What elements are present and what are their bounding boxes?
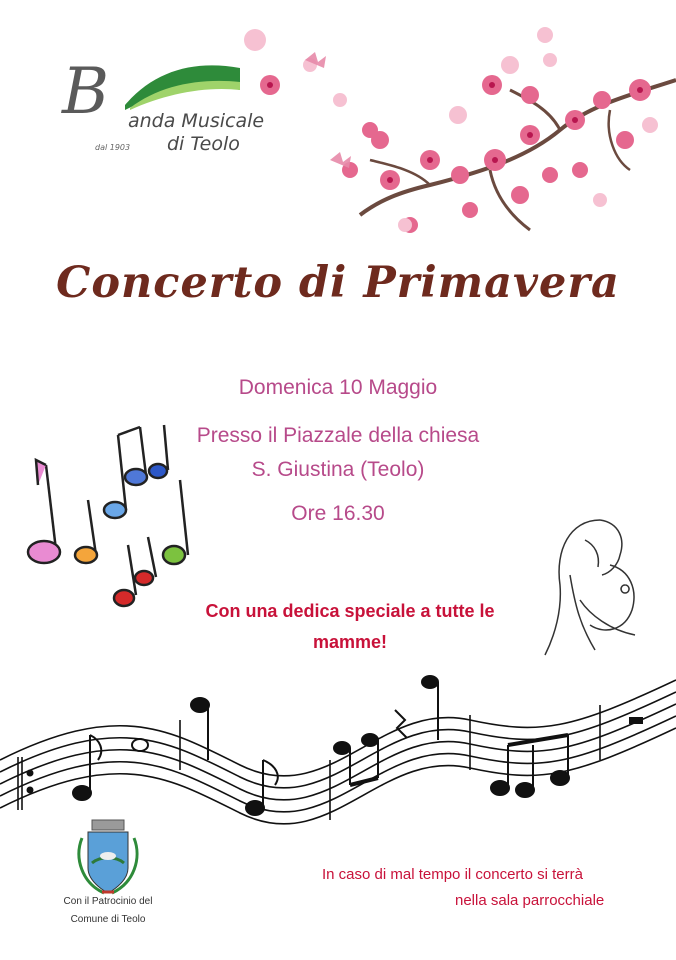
dedication-line2: mamme!	[312, 632, 388, 652]
patronage-line2: Comune di Teolo	[70, 914, 146, 925]
event-time: Ore 16.30	[291, 502, 385, 525]
weather-note-line2: nella sala parrocchiale	[455, 892, 605, 909]
wavy-music-staff	[0, 660, 676, 840]
event-date: Domenica 10 Maggio	[238, 376, 438, 399]
mother-and-child-drawing	[540, 515, 650, 660]
dedication-line1: Con una dedica speciale a tutte le	[205, 601, 495, 621]
patronage-text	[48, 893, 168, 929]
logo-treble-b: B	[62, 55, 110, 129]
dedication-text	[150, 596, 550, 658]
cherry-blossom-branch	[230, 20, 676, 250]
green-hills-icon	[125, 60, 240, 115]
colorful-music-notes-icon	[18, 415, 193, 615]
event-place-line1: Presso il Piazzale della chiesa	[196, 424, 480, 447]
logo-year: dal 1903	[95, 143, 131, 152]
event-title: Concerto di Primavera	[56, 258, 620, 308]
weather-note-line1: In caso di mal tempo il concerto si terrà	[322, 866, 583, 883]
logo-name-line1: anda Musicale	[128, 110, 265, 132]
teolo-coat-of-arms-icon	[68, 818, 148, 898]
event-place-line2: S. Giustina (Teolo)	[251, 458, 425, 481]
logo-name-line2: di Teolo	[167, 133, 240, 155]
patronage-line1: Con il Patrocinio del	[63, 896, 153, 907]
